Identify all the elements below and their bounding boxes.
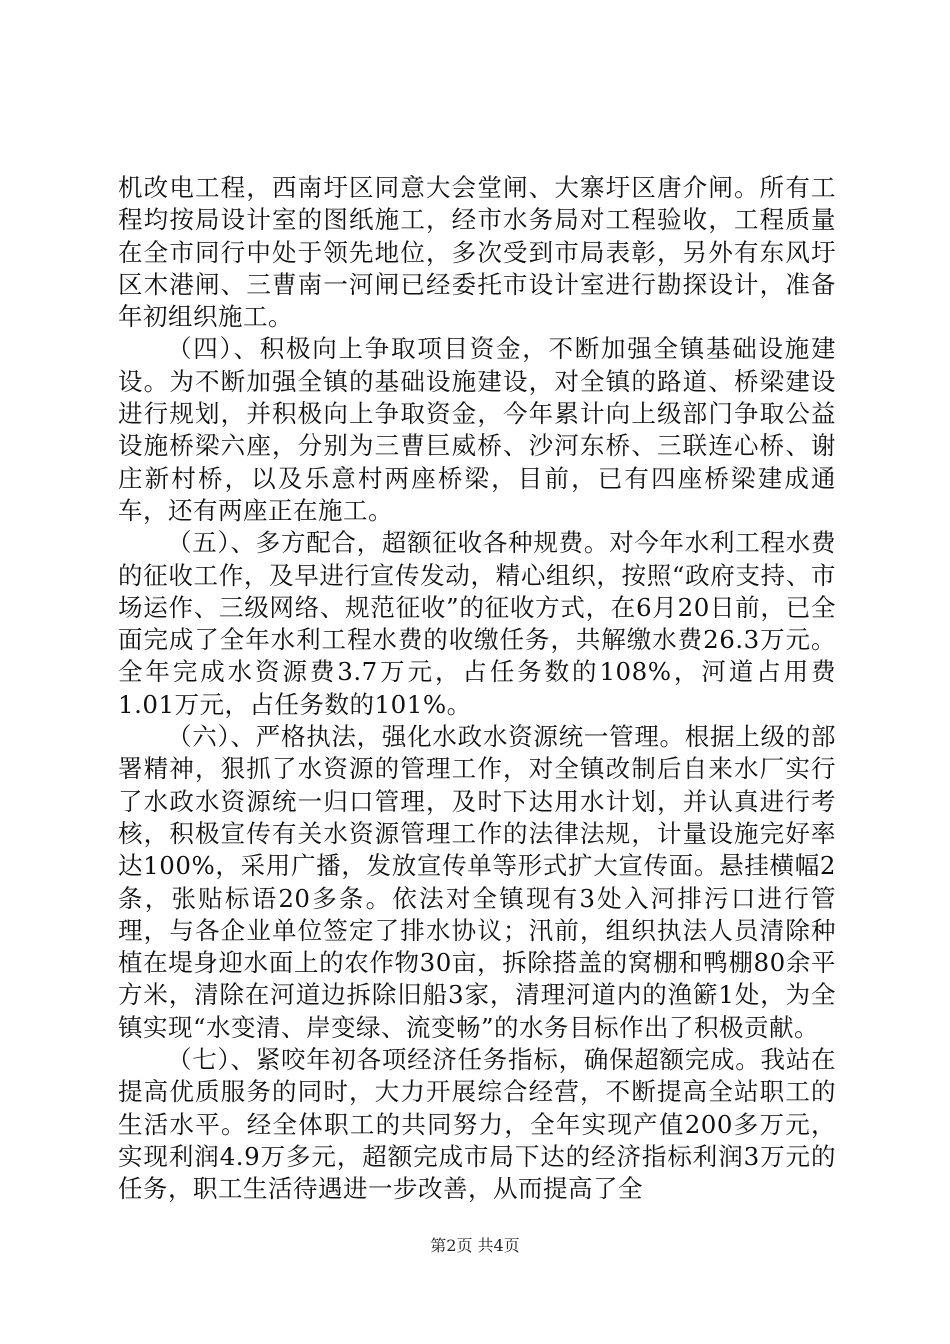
paragraph-continuation: 机改电工程，西南圩区同意大会堂闸、大寨圩区唐介闸。所有工程均按局设计室的图纸施工，经市水务局对工程验收，工程质量在全市同行中处于领先地位，多次受到市局表彰，另外有东风圩区木港闸、三曹南一河闸已经委托市设计室进行勘探设计，准备年初组织施工。 <box>118 173 836 332</box>
paragraph-section-6: （六）、严格执法，强化水政水资源统一管理。根据上级的部署精神，狠抓了水资源的管理工作，对全镇改制后自来水厂实行了水政水资源统一归口管理，及时下达用水计划，并认真进行考核，积极宣传有关水资源管理工作的法律法规，计量设施完好率达100%，采用广播，发放宣传单等形式扩大宣传面。悬挂横幅2条，张贴标语20多条。依法对全镇现有3处入河排污口进行管理，与各企业单位签定了排水协议；汛前，组织执法人员清除种植在堤身迎水面上的农作物30亩，拆除搭盖的窝棚和鸭棚80余平方米，清除在河道边拆除旧船3家，清理河道内的渔簖1处，为全镇实现“水变清、岸变绿、流变畅”的水务目标作出了积极贡献。 <box>118 722 836 1042</box>
paragraph-section-4: （四）、积极向上争取项目资金，不断加强全镇基础设施建设。为不断加强全镇的基础设施建设，对全镇的路道、桥梁建设进行规划，并积极向上争取资金，今年累计向上级部门争取公益设施桥梁六座，分别为三曹巨威桥、沙河东桥、三联连心桥、谢庄新村桥，以及乐意村两座桥梁，目前，已有四座桥梁建成通车，还有两座正在施工。 <box>118 334 836 525</box>
page-footer: 第2页 共4页 <box>430 1236 520 1255</box>
document-body <box>118 172 836 1206</box>
paragraph-section-5: （五）、多方配合，超额征收各种规费。对今年水利工程水费的征收工作，及早进行宣传发动，精心组织，按照“政府支持、市场运作、三级网络、规范征收”的征收方式，在6月20日前，已全面完成了全年水利工程水费的收缴任务，共解缴水费26.3万元。全年完成水资源费3.7万元，占任务数的108%，河道占用费1.01万元，占任务数的101%。 <box>118 528 836 719</box>
paragraph-section-7: （七）、紧咬年初各项经济任务指标，确保超额完成。我站在提高优质服务的同时，大力开展综合经营，不断提高全站职工的生活水平。经全体职工的共同努力，全年实现产值200多万元，实现利润4.9万多元，超额完成市局下达的经济指标利润3万元的任务，职工生活待遇进一步改善，从而提高了全 <box>118 1045 836 1204</box>
